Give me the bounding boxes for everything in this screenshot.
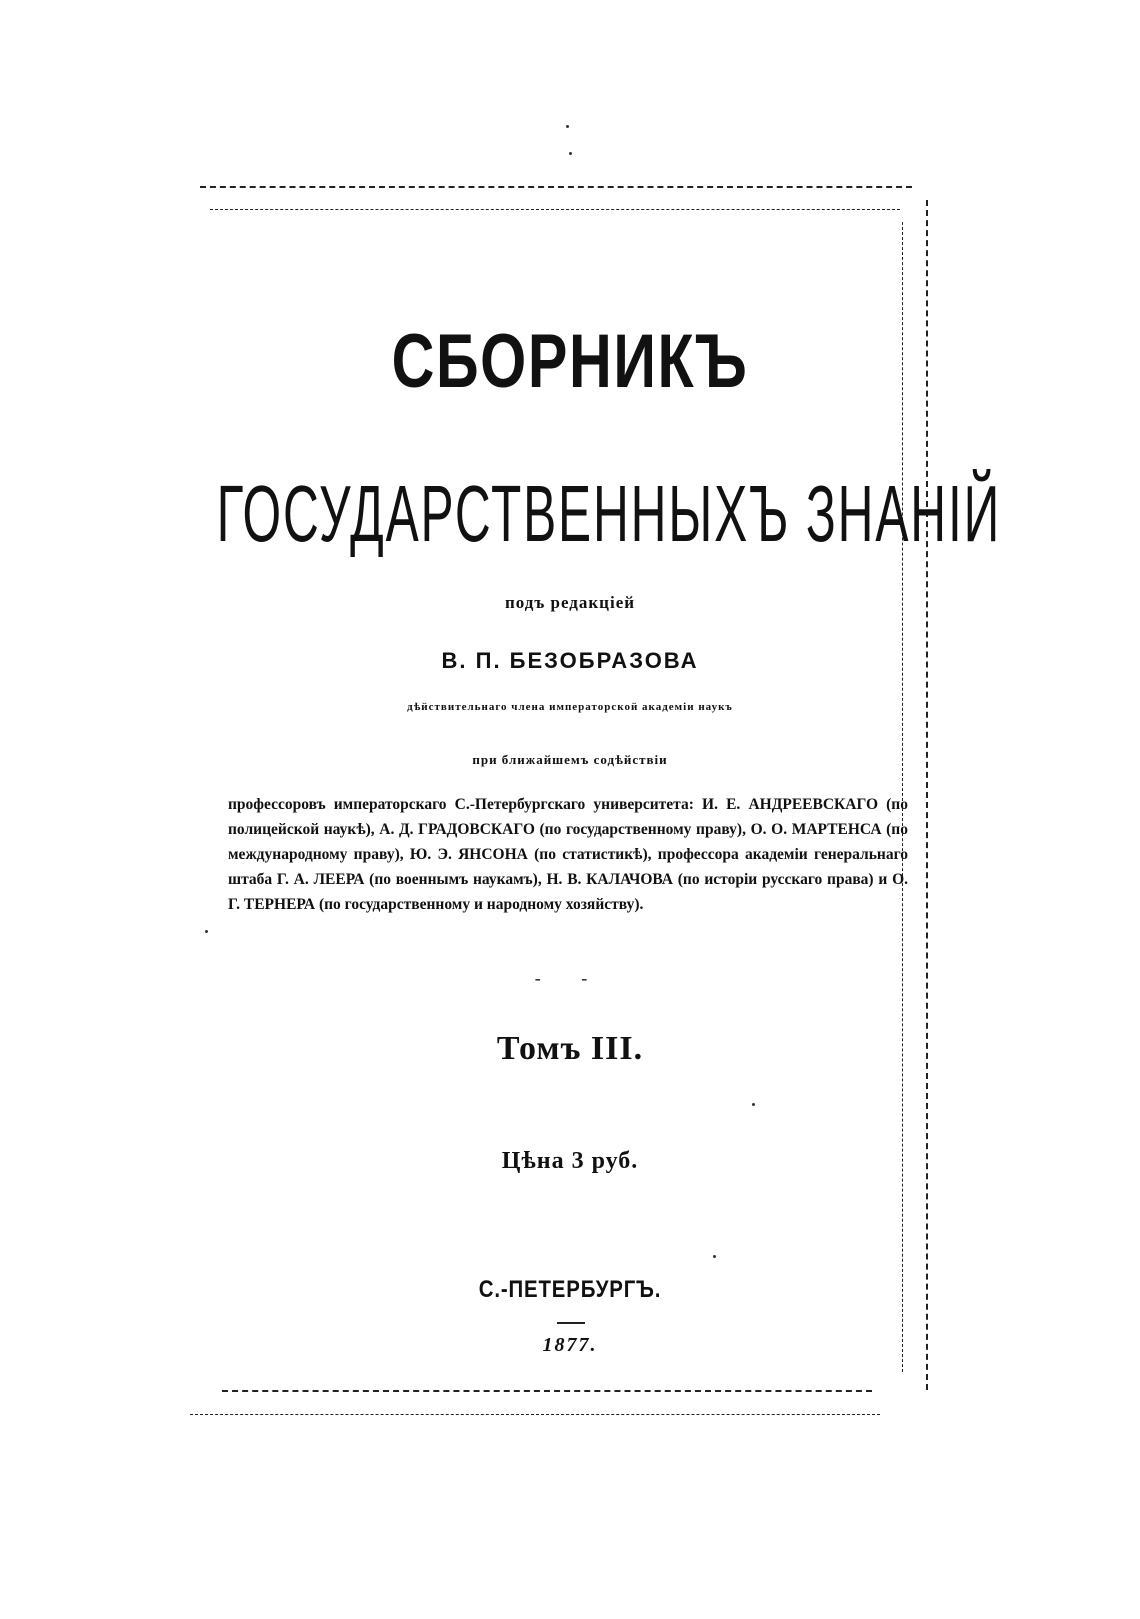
publication-year: 1877. xyxy=(542,1334,598,1356)
print-speck xyxy=(752,1103,755,1106)
volume-number: Томъ III. xyxy=(496,1030,644,1067)
book-title: СБОРНИКЪ xyxy=(391,319,749,404)
print-speck xyxy=(713,1255,716,1258)
editor-credentials: дѣйствительнаго члена императорской академіи наукъ xyxy=(407,701,733,713)
top-border-rule xyxy=(200,186,912,188)
assistance-intro: при ближайшемъ содѣйствіи xyxy=(472,752,668,767)
print-speck xyxy=(569,152,572,155)
editor-name: В. П. БЕЗОБРАЗОВА xyxy=(441,648,699,673)
separator: - - xyxy=(534,968,606,988)
editor-intro: подъ редакціей xyxy=(504,593,636,612)
contributors-text: профессоровъ императорскаго С.-Петербургскаго университета: И. Е. АНДРЕЕВСКАГО (по полицейской наукѣ), А. Д. ГРАДОВСКАГО (по государственному праву), О. О. МАРТЕНСА (по международному праву), Ю. Э. ЯНСОНА (по статистикѣ), профессора академіи генеральнаго штаба Г. А. ЛЕЕРА (по военнымъ наукамъ), Н. В. КАЛАЧОВА (по исторіи русскаго права) и О. Г. ТЕРНЕРА (по государственному и народному хозяйству). xyxy=(228,796,908,913)
top-inner-border-rule xyxy=(210,209,900,210)
bottom-outer-border-rule xyxy=(190,1414,880,1415)
publication-city: С.-ПЕТЕРБУРГЪ. xyxy=(478,1276,662,1303)
bottom-border-rule xyxy=(222,1390,872,1392)
contributors-paragraph xyxy=(228,792,908,917)
book-subtitle: ГОСУДАРСТВЕННЫХЪ ЗНАНІЙ xyxy=(216,469,1002,558)
print-speck xyxy=(205,930,208,933)
city-year-divider xyxy=(557,1322,585,1324)
print-speck xyxy=(566,125,569,128)
price: Цѣна 3 руб. xyxy=(501,1148,639,1174)
